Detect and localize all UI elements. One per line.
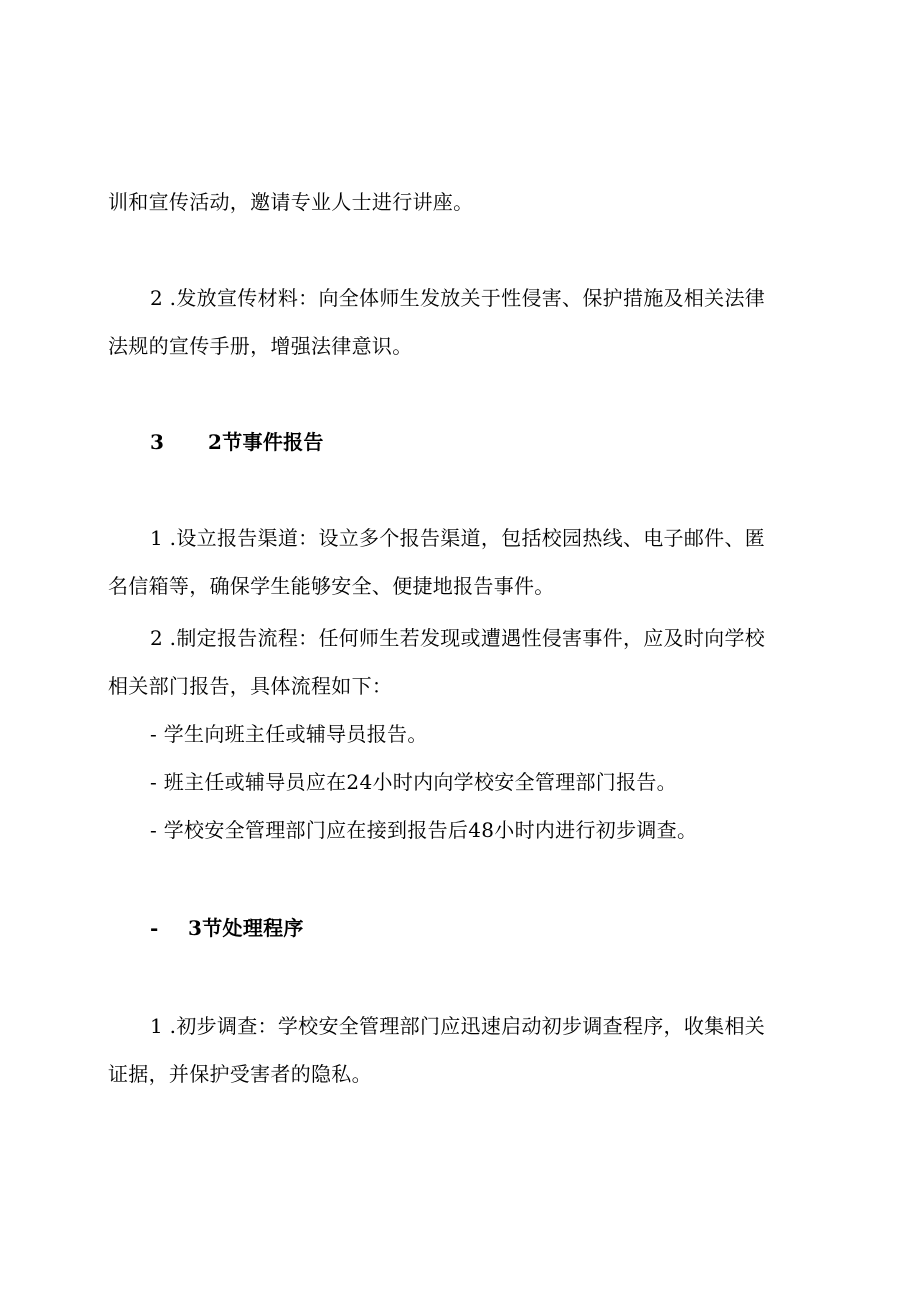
paragraph-line: 2 .发放宣传材料：向全体师生发放关于性侵害、保护措施及相关法律 xyxy=(150,286,766,310)
bullet-item: - 学生向班主任或辅导员报告。 xyxy=(150,722,428,746)
paragraph-line: 相关部门报告，具体流程如下： xyxy=(108,674,393,698)
paragraph-line: 法规的宣传手册，增强法律意识。 xyxy=(108,334,413,358)
paragraph-line: 1 .初步调查：学校安全管理部门应迅速启动初步调查程序，收集相关 xyxy=(150,1014,766,1038)
section-heading xyxy=(150,428,870,456)
section-title: 2节事件报告 xyxy=(208,430,324,454)
paragraph-line: 证据，并保护受害者的隐私。 xyxy=(108,1062,372,1086)
paragraph-line: 名信箱等，确保学生能够安全、便捷地报告事件。 xyxy=(108,574,555,598)
section-number: 3 xyxy=(150,430,165,454)
paragraph-line: 1 .设立报告渠道：设立多个报告渠道，包括校园热线、电子邮件、匿 xyxy=(150,526,766,550)
paragraph-line: 2 .制定报告流程：任何师生若发现或遭遇性侵害事件，应及时向学校 xyxy=(150,626,766,650)
section-title: 3节处理程序 xyxy=(188,916,304,940)
bullet-item: - 班主任或辅导员应在24小时内向学校安全管理部门报告。 xyxy=(150,770,677,794)
section-heading xyxy=(150,914,870,942)
section-number: - xyxy=(150,916,159,940)
paragraph-line: 训和宣传活动，邀请专业人士进行讲座。 xyxy=(108,190,474,214)
bullet-item: - 学校安全管理部门应在接到报告后48小时内进行初步调查。 xyxy=(150,818,698,842)
